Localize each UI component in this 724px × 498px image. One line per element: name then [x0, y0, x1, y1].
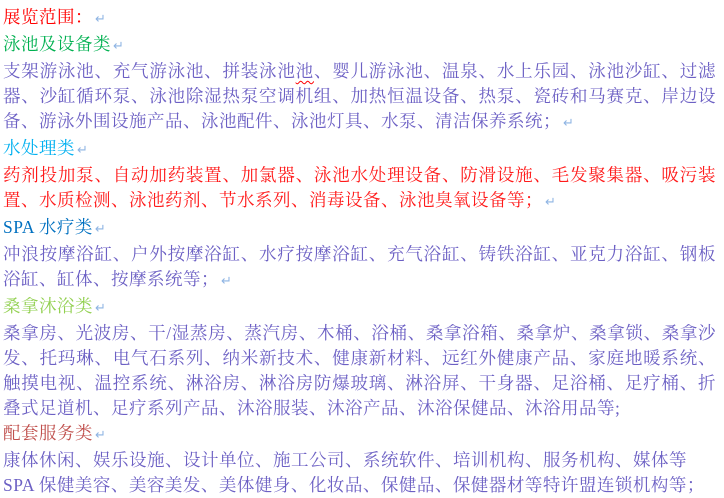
paragraph-mark-icon: ↵	[95, 428, 107, 443]
paragraph-support-services-items	[3, 448, 716, 473]
text-segment: 展览范围：	[3, 7, 93, 27]
text-segment: 药剂投加泵、自动加药装置、加氯器、泳池水处理设备、防滑设施、毛发聚集器、吸污装置、水质检测、泳池药剂、节水系列、消毒设备、泳池臭氧设备等；	[3, 165, 716, 210]
text-segment: 桑拿房、光波房、干/湿蒸房、蒸汽房、木桶、浴桶、桑拿浴箱、桑拿炉、桑拿锁、桑拿沙发、托玛琳、电气石系列、纳米新技术、健康新材料、远红外健康产品、家庭地暖系统、触摸电视、温控系统、淋浴房、淋浴房防爆玻璃、淋浴屏、干身器、足浴桶、足疗桶、折叠式足道机、足疗系列产品、沐浴服装、沐浴产品、沐浴保健品、沐浴用品等;	[3, 323, 716, 418]
paragraph-mark-icon: ↵	[545, 195, 557, 210]
text-segment: 、婴儿游泳池、温泉、水上乐园、泳池沙缸、过滤器、沙缸循环泵、泳池除湿热泵空调机组、加热恒温设备、热泵、瓷砖和马赛克、岸边设备、游泳外围设施产品、泳池配件、泳池灯具、水泵、清洁保养系统；	[3, 61, 717, 131]
exhibition-scope-title	[3, 5, 716, 32]
paragraph-sauna-bath-items	[3, 321, 716, 421]
text-segment: 康体休闲、娱乐设施、设计单位、施工公司、系统软件、培训机构、服务机构、媒体等	[3, 450, 687, 470]
text-segment: SPA 水疗类	[3, 217, 93, 237]
category-heading-support-services	[3, 421, 716, 448]
text-segment: 支架游泳池、充气游泳池、拼装泳池	[3, 61, 296, 81]
paragraph-mark-icon: ↵	[113, 39, 125, 54]
category-heading-pool-equipment	[3, 32, 716, 59]
text-segment: 水处理类	[3, 138, 75, 158]
text-segment: 桑拿沐浴类	[3, 296, 93, 316]
paragraph-mark-icon: ↵	[563, 116, 575, 131]
category-heading-spa	[3, 215, 716, 242]
paragraph-mark-icon: ↵	[95, 301, 107, 316]
paragraph-pool-equipment-items	[3, 59, 716, 136]
category-heading-sauna-bath	[3, 294, 716, 321]
paragraph-mark-icon: ↵	[77, 143, 89, 158]
text-segment: 泳池及设备类	[3, 34, 111, 54]
category-heading-water-treatment	[3, 136, 716, 163]
paragraph-mark-icon: ↵	[95, 12, 107, 27]
paragraph-water-treatment-items	[3, 163, 716, 215]
text-segment: 配套服务类	[3, 423, 93, 443]
paragraph-spa-items	[3, 242, 716, 294]
text-segment: SPA 保健美容、美容美发、美体健身、化妆品、保健品、保健器材等特许盟连锁机构等；	[3, 475, 705, 495]
paragraph-mark-icon: ↵	[94, 222, 107, 237]
text-segment: 冲浪按摩浴缸、户外按摩浴缸、水疗按摩浴缸、充气浴缸、铸铁浴缸、亚克力浴缸、钢板浴缸、缸体、按摩系统等；	[3, 244, 716, 289]
spellcheck-squiggle-text: 池	[295, 61, 314, 81]
paragraph-mark-icon: ↵	[221, 274, 233, 289]
